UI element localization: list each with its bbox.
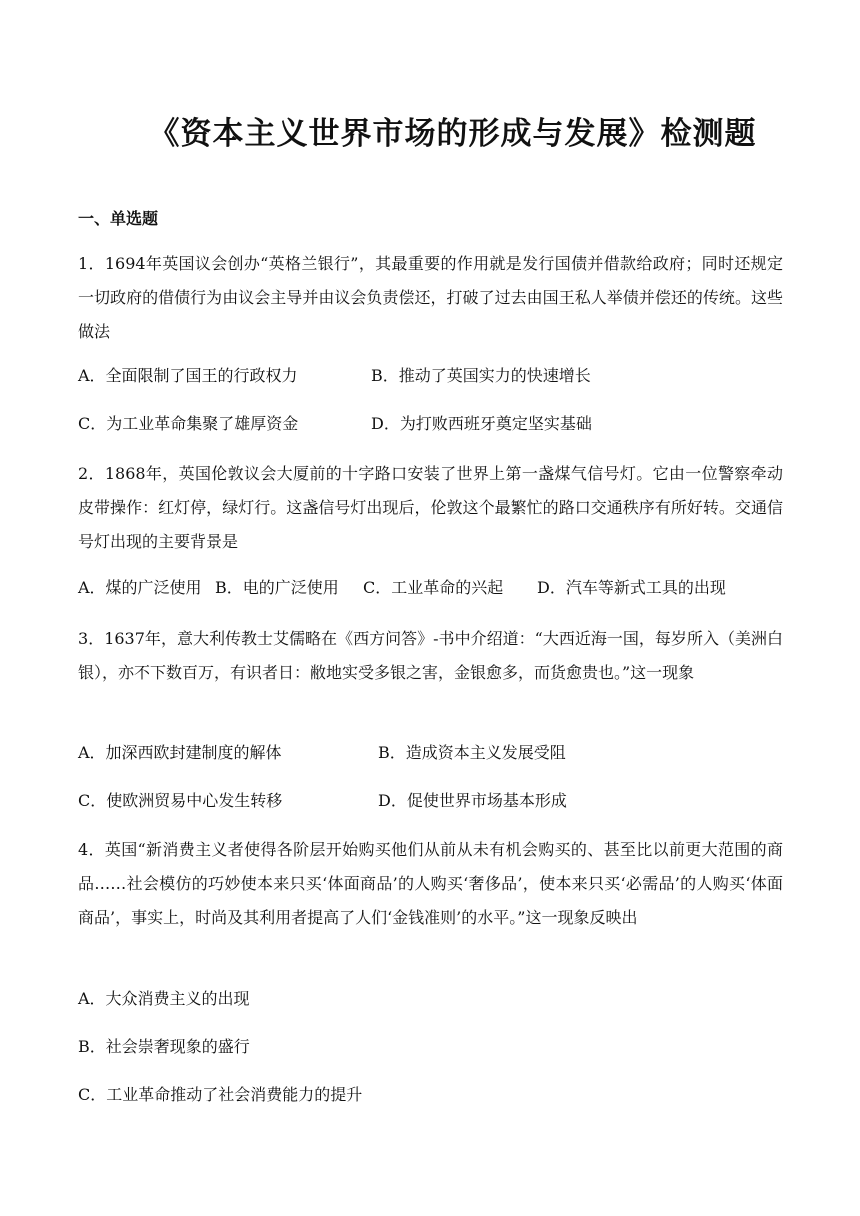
question-3-stem: 3．1637年，意大利传教士艾儒略在《西方问答》-书中介绍道：“大西近海一国，每岁所入（美洲白银），亦不下数百万，有识者日：敝地实受多银之害，金银愈多，而货愈贵也。”这一现象 bbox=[78, 629, 783, 682]
question-3-option-b: B．造成资本主义发展受阻 bbox=[378, 743, 566, 762]
question-2-option-d: D．汽车等新式工具的出现 bbox=[537, 578, 726, 597]
question-3-option-c: C．使欧洲贸易中心发生转移 bbox=[78, 791, 283, 810]
page-title: 《资本主义世界市场的形成与发展》检测题 bbox=[148, 116, 757, 152]
section-heading: 一、单选题 bbox=[78, 209, 159, 228]
question-3-option-a: A．加深西欧封建制度的解体 bbox=[78, 743, 282, 762]
question-4-stem: 4．英国“新消费主义者使得各阶层开始购买他们从前从未有机会购买的、甚至比以前更大范围的商品……社会模仿的巧妙使本来只买‘体面商品’的人购买‘奢侈品’，使本来只买‘必需品’的人购买‘体面商品’，事实上，时尚及其利用者提高了人们‘金钱准则’的水平。”这一现象反映出 bbox=[78, 840, 783, 927]
question-1-option-a: A．全面限制了国王的行政权力 bbox=[78, 366, 298, 385]
question-4-option-c: C．工业革命推动了社会消费能力的提升 bbox=[78, 1085, 363, 1104]
question-4-option-a: A．大众消费主义的出现 bbox=[78, 989, 250, 1008]
question-3-option-d: D．促使世界市场基本形成 bbox=[378, 791, 567, 810]
question-1-option-c: C．为工业革命集聚了雄厚资金 bbox=[78, 414, 299, 433]
question-1-option-b: B．推动了英国实力的快速增长 bbox=[371, 366, 591, 385]
question-2-option-b: B．电的广泛使用 bbox=[215, 578, 339, 597]
question-2-option-c: C．工业革命的兴起 bbox=[363, 578, 504, 597]
question-1-option-d: D．为打败西班牙奠定坚实基础 bbox=[371, 414, 592, 433]
question-2-option-a: A．煤的广泛使用 bbox=[78, 578, 202, 597]
question-1-stem: 1．1694年英国议会创办“英格兰银行”，其最重要的作用就是发行国债并借款给政府；同时还规定一切政府的借债行为由议会主导并由议会负责偿还，打破了过去由国王私人举债并偿还的传统。这些做法 bbox=[78, 254, 783, 341]
question-2-stem: 2．1868年，英国伦敦议会大厦前的十字路口安装了世界上第一盏煤气信号灯。它由一位警察牵动皮带操作：红灯停，绿灯行。这盏信号灯出现后，伦敦这个最繁忙的路口交通秩序有所好转。交通信号灯出现的主要背景是 bbox=[78, 464, 783, 551]
question-4-option-b: B．社会崇奢现象的盛行 bbox=[78, 1037, 250, 1056]
